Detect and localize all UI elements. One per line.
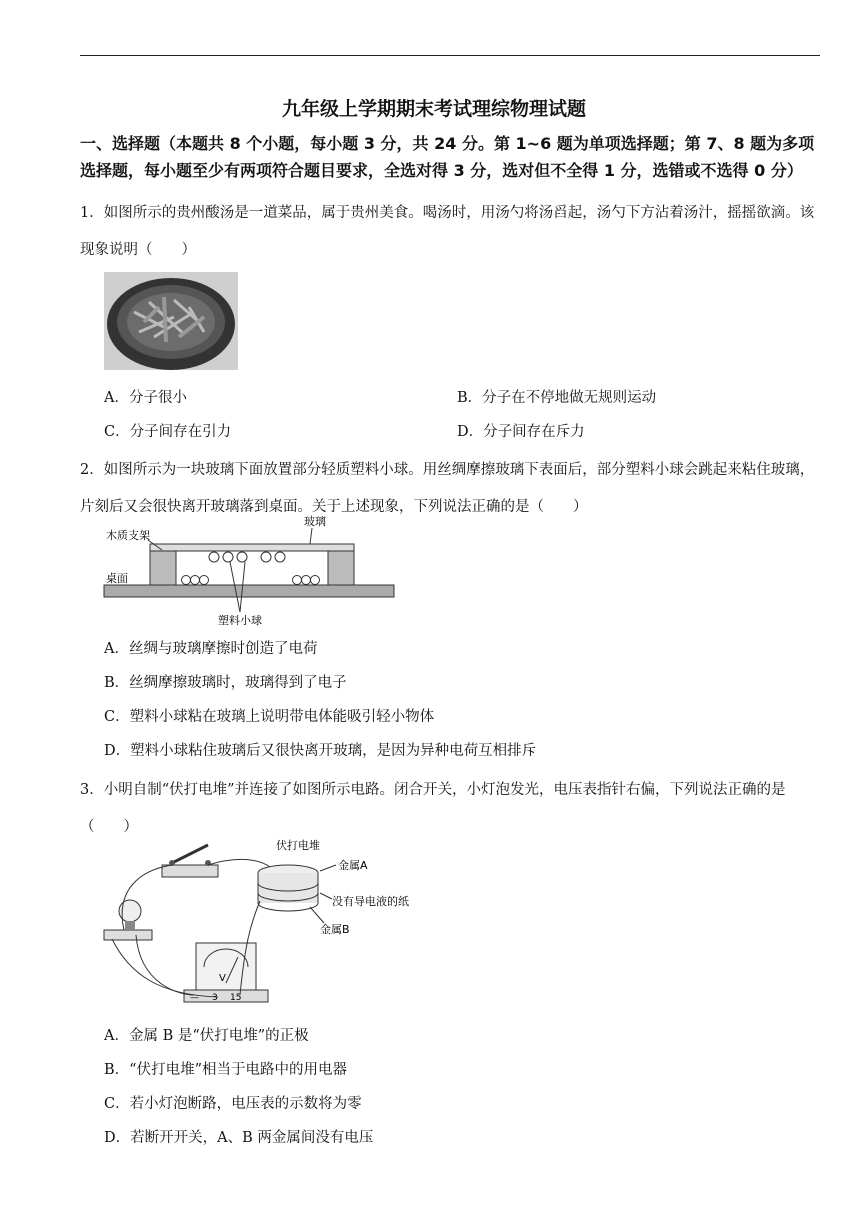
q2-option-a[interactable]: A．丝绸与玻璃摩擦时创造了电荷: [104, 641, 318, 657]
question-3-text: 3．小明自制“伏打电堆”并连接了如图所示电路。闭合开关，小灯泡发光，电压表指针右偏，下列说法正确的是（ ）: [80, 782, 786, 835]
q1-option-d[interactable]: D．分子间存在斥力: [457, 424, 585, 440]
q3-option-d[interactable]: D．若断开开关，A、B 两金属间没有电压: [104, 1130, 374, 1146]
label-table: 桌面: [106, 572, 128, 585]
label-paper: 没有导电液的纸: [332, 895, 409, 908]
glass-balls-diagram: [100, 512, 400, 630]
label-balls: 塑料小球: [218, 614, 262, 627]
q3-option-b[interactable]: B．“伏打电堆”相当于电路中的用电器: [104, 1062, 347, 1078]
sour-soup-photo: [104, 272, 238, 370]
term-neg: —: [190, 993, 199, 1003]
label-stand: 木质支架: [106, 529, 150, 542]
label-glass: 玻璃: [304, 515, 326, 528]
question-2-text: 2．如图所示为一块玻璃下面放置部分轻质塑料小球。用丝绸摩擦玻璃下表面后，部分塑料小球会跳起来粘住玻璃，片刻后又会很快离开玻璃落到桌面。关于上述现象，下列说法正确的是（ ）: [80, 462, 815, 515]
q3-option-a[interactable]: A．金属 B 是“伏打电堆”的正极: [104, 1028, 309, 1044]
q2-option-d[interactable]: D．塑料小球粘住玻璃后又很快离开玻璃，是因为异种电荷互相排斥: [104, 743, 537, 759]
meter-unit: V: [219, 973, 226, 984]
q1-option-b[interactable]: B．分子在不停地做无规则运动: [457, 390, 657, 406]
term-15: 15: [230, 993, 242, 1003]
header-rule: [80, 55, 820, 56]
label-pile: 伏打电堆: [276, 839, 320, 852]
q1-option-c[interactable]: C．分子间存在引力: [104, 424, 232, 440]
sour-soup-image: [104, 272, 238, 370]
label-metal-a: 金属A: [338, 859, 368, 872]
exam-title: 九年级上学期期末考试理综物理试题: [281, 98, 586, 120]
q2-option-c[interactable]: C．塑料小球粘在玻璃上说明带电体能吸引轻小物体: [104, 709, 435, 725]
q2-option-b[interactable]: B．丝绸摩擦玻璃时，玻璃得到了电子: [104, 675, 347, 691]
question-1-text: 1．如图所示的贵州酸汤是一道菜品，属于贵州美食。喝汤时，用汤勺将汤舀起，汤勺下方沾着汤汁，摇摇欲滴。该现象说明（ ）: [80, 205, 815, 258]
section-header: 一、选择题（本题共 8 个小题，每小题 3 分，共 24 分。第 1~6 题为单项选择题；第 7、8 题为多项选择题，每小题至少有两项符合题目要求，全选对得 3 分，选对但不全得 1 分，选错或不选得 0 分）: [80, 134, 815, 180]
q3-option-c[interactable]: C．若小灯泡断路，电压表的示数将为零: [104, 1096, 362, 1112]
q1-option-a[interactable]: A．分子很小: [104, 390, 187, 406]
label-metal-b: 金属B: [320, 923, 350, 936]
voltaic-pile-circuit: [100, 835, 440, 1010]
term-3: 3: [212, 993, 218, 1003]
